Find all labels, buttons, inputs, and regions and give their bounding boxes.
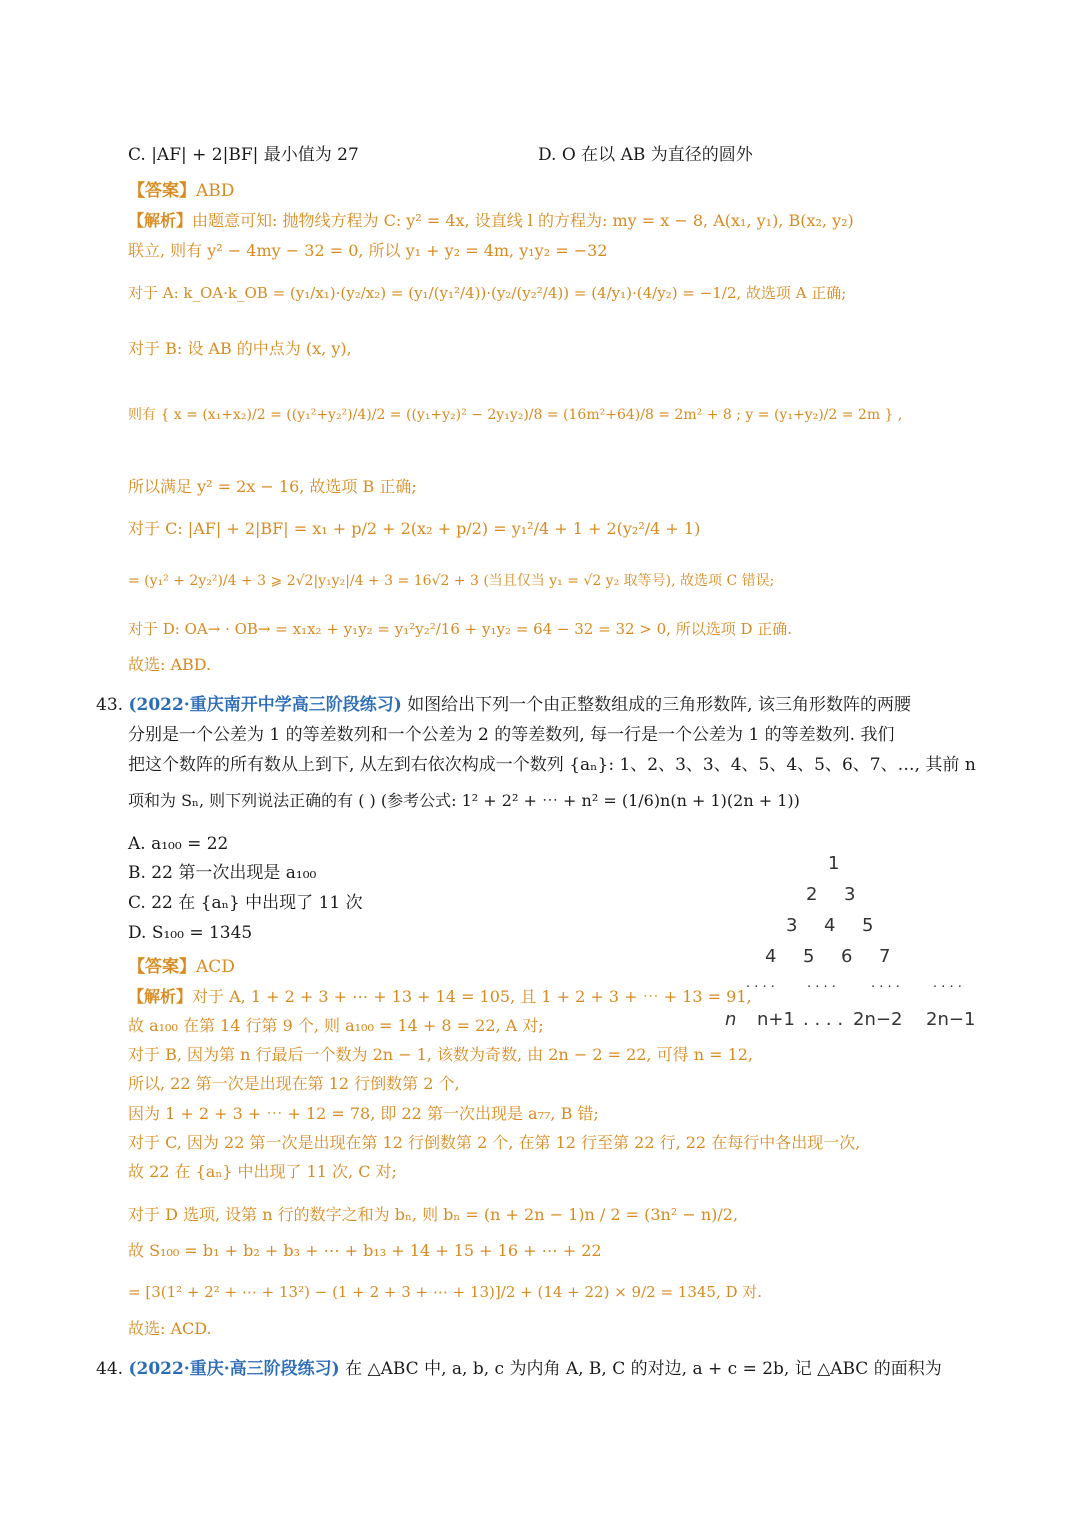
analysis-line <box>128 210 854 232</box>
analysis-line: 因为 1 + 2 + 3 + ⋯ + 12 = 78, 即 22 第一次出现是 a₇₇, B 错; <box>128 1104 599 1123</box>
triangle-number: 5 <box>803 946 815 967</box>
option-d: D. O 在以 AB 为直径的圆外 <box>538 145 753 165</box>
triangle-number: n <box>725 1009 737 1030</box>
analysis-tag: 【解析】 <box>128 211 193 230</box>
question-43-header <box>96 694 911 716</box>
answer-line <box>128 180 234 202</box>
analysis-line: 故 22 在 {aₙ} 中出现了 11 次, C 对; <box>128 1162 397 1181</box>
answer-value: ABD <box>196 181 235 201</box>
triangle-dots: · · · · <box>871 980 900 995</box>
triangle-dots: · · · · <box>807 980 836 995</box>
question-44-header <box>96 1358 942 1380</box>
question-number: 44. <box>96 1359 124 1379</box>
triangle-number: 3 <box>844 884 856 905</box>
question-source: (2022·重庆南开中学高三阶段练习) <box>128 695 402 715</box>
analysis-line: = (y₁² + 2y₂²)/4 + 3 ⩾ 2√2|y₁y₂|/4 + 3 = 16√2 + 3 (当且仅当 y₁ = √2 y₂ 取等号), 故选项 C 错误; <box>128 573 775 589</box>
analysis-line: 故选: ABD. <box>128 655 212 674</box>
question-number: 43. <box>96 695 124 715</box>
analysis-tag: 【解析】 <box>128 987 193 1006</box>
analysis-line: 故选: ACD. <box>128 1319 212 1338</box>
option-d: D. S₁₀₀ = 1345 <box>128 923 253 943</box>
question-stem-line: 分别是一个公差为 1 的等差数列和一个公差为 2 的等差数列, 每一行是一个公差为 1 的等差数列. 我们 <box>128 725 895 745</box>
triangle-number: . . . . <box>803 1009 844 1030</box>
answer-line <box>128 956 235 978</box>
analysis-text: 对于 A, 1 + 2 + 3 + ⋯ + 13 + 14 = 105, 且 1 + 2 + 3 + ⋯ + 13 = 91, <box>192 987 752 1006</box>
triangle-number: 7 <box>879 946 891 967</box>
question-stem: 在 △ABC 中, a, b, c 为内角 A, B, C 的对边, a + c = 2b, 记 △ABC 的面积为 <box>345 1359 942 1379</box>
analysis-line: 对于 B: 设 AB 的中点为 (x, y), <box>128 339 352 358</box>
triangle-dots: · · · · <box>933 980 962 995</box>
triangle-number: 2n−1 <box>926 1009 976 1030</box>
analysis-line: 所以, 22 第一次是出现在第 12 行倒数第 2 个, <box>128 1074 460 1093</box>
analysis-text: 由题意可知: 抛物线方程为 C: y² = 4x, 设直线 l 的方程为: my = x − 8, A(x₁, y₁), B(x₂, y₂) <box>192 211 854 230</box>
analysis-line: 对于 C, 因为 22 第一次是出现在第 12 行倒数第 2 个, 在第 12 行至第 22 行, 22 在每行中各出现一次, <box>128 1133 861 1152</box>
option-b: B. 22 第一次出现是 a₁₀₀ <box>128 863 317 883</box>
triangle-number: 2n−2 <box>853 1009 903 1030</box>
analysis-line: 对于 D: OA→ · OB→ = x₁x₂ + y₁y₂ = y₁²y₂²/16 + y₁y₂ = 64 − 32 = 32 > 0, 所以选项 D 正确. <box>128 620 793 638</box>
analysis-line: = [3(1² + 2² + ⋯ + 13²) − (1 + 2 + 3 + ⋯ + 13)]/2 + (14 + 22) × 9/2 = 1345, D 对. <box>128 1283 763 1301</box>
option-c: C. |AF| + 2|BF| 最小值为 27 <box>128 145 359 165</box>
analysis-line: 故 a₁₀₀ 在第 14 行第 9 个, 则 a₁₀₀ = 14 + 8 = 22, A 对; <box>128 1016 544 1035</box>
analysis-line: 对于 D 选项, 设第 n 行的数字之和为 bₙ, 则 bₙ = (n + 2n − 1)n / 2 = (3n² − n)/2, <box>128 1205 739 1224</box>
question-source: (2022·重庆·高三阶段练习) <box>128 1359 340 1379</box>
question-stem-line: 把这个数阵的所有数从上到下, 从左到右依次构成一个数列 {aₙ}: 1、2、3、3、4、5、4、5、6、7、…, 其前 n <box>128 755 976 775</box>
option-a: A. a₁₀₀ = 22 <box>128 834 229 854</box>
answer-value: ACD <box>196 957 235 977</box>
analysis-line: 对于 A: k_OA·k_OB = (y₁/x₁)·(y₂/x₂) = (y₁/(y₁²/4))·(y₂/(y₂²/4)) = (4/y₁)·(4/y₂) = −1/2, 故选项 A 正确; <box>128 284 847 302</box>
triangle-number: 6 <box>841 946 853 967</box>
analysis-line: 则有 { x = (x₁+x₂)/2 = ((y₁²+y₂²)/4)/2 = ((y₁+y₂)² − 2y₁y₂)/8 = (16m²+64)/8 = 2m² + 8 ; y = (y₁+y₂)/2 = 2m } , <box>128 407 903 423</box>
triangle-number: 3 <box>786 915 798 936</box>
analysis-line: 对于 B, 因为第 n 行最后一个数为 2n − 1, 该数为奇数, 由 2n − 2 = 22, 可得 n = 12, <box>128 1045 754 1064</box>
triangle-number: 5 <box>862 915 874 936</box>
triangle-number: 2 <box>806 884 818 905</box>
analysis-line: 故 S₁₀₀ = b₁ + b₂ + b₃ + ⋯ + b₁₃ + 14 + 15 + 16 + ⋯ + 22 <box>128 1241 602 1260</box>
option-c: C. 22 在 {aₙ} 中出现了 11 次 <box>128 893 363 913</box>
analysis-line <box>128 986 752 1008</box>
triangle-number: 1 <box>828 853 840 874</box>
question-stem-line: 项和为 Sₙ, 则下列说法正确的有 ( ) (参考公式: 1² + 2² + ⋯ + n² = (1/6)n(n + 1)(2n + 1)) <box>128 791 800 810</box>
answer-tag: 【答案】 <box>128 181 196 201</box>
analysis-line: 对于 C: |AF| + 2|BF| = x₁ + p/2 + 2(x₂ + p/2) = y₁²/4 + 1 + 2(y₂²/4 + 1) <box>128 519 701 538</box>
triangle-number: 4 <box>824 915 836 936</box>
triangle-number: n+1 <box>757 1009 795 1030</box>
question-stem: 如图给出下列一个由正整数组成的三角形数阵, 该三角形数阵的两腰 <box>407 695 911 715</box>
analysis-line: 所以满足 y² = 2x − 16, 故选项 B 正确; <box>128 477 417 496</box>
answer-tag: 【答案】 <box>128 957 196 977</box>
triangle-number: 4 <box>765 946 777 967</box>
analysis-line: 联立, 则有 y² − 4my − 32 = 0, 所以 y₁ + y₂ = 4m, y₁y₂ = −32 <box>128 241 608 260</box>
triangle-dots: · · · · <box>746 980 775 995</box>
